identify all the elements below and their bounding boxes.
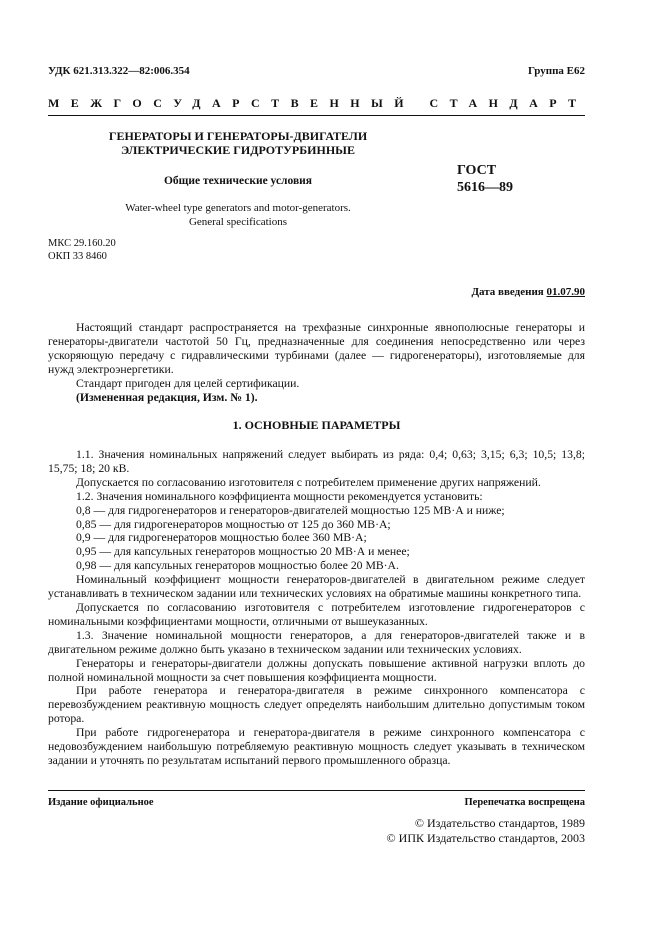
list-item: 0,85 — для гидрогенераторов мощностью от 125 до 360 МВ·А; bbox=[76, 517, 391, 531]
copyright-block bbox=[300, 816, 585, 845]
list-item: 0,95 — для капсульных генераторов мощностью 20 МВ·А и менее; bbox=[76, 545, 410, 559]
introduction bbox=[48, 321, 585, 404]
paragraph: Допускается по согласованию изготовителя с потребителем изготовление гидрогенераторов с номинальными коэффициентами мощности, отличными от вышеуказанных. bbox=[48, 600, 585, 628]
intro-date-value: 01.07.90 bbox=[546, 286, 585, 298]
group-code: Группа Е62 bbox=[527, 65, 585, 77]
paragraph: При работе гидрогенератора и генератора-двигателя в режиме синхронного компенсатора с недовозбуждением наибольшую потребляемую реактивную мощность следует указывать в техническом задании и уточнять по результатам испытаний первого промышленного образца. bbox=[48, 726, 585, 767]
copyright-line-2: © ИПК Издательство стандартов, 2003 bbox=[386, 830, 585, 845]
okp-code: ОКП 33 8460 bbox=[48, 250, 107, 262]
official-edition: Издание официальное bbox=[48, 797, 154, 808]
document-title bbox=[48, 129, 428, 157]
footer-rule bbox=[48, 790, 585, 791]
english-title-line-1: Water-wheel type generators and motor-generators. bbox=[125, 202, 351, 214]
mks-code: МКС 29.160.20 bbox=[48, 238, 116, 249]
paragraph: 1.2. Значения номинального коэффициента мощности рекомендуется установить: bbox=[76, 489, 483, 503]
paragraph: 1.1. Значения номинальных напряжений следует выбирать из ряда: 0,4; 0,63; 3,15; 6,3; 10,5; 13,8; 15,75; 18; 20 кВ. bbox=[48, 448, 585, 475]
paragraph: Номинальный коэффициент мощности генераторов-двигателей в двигательном режиме следует устанавливать в техническом задании или технических условиях на обратимые машины конкретного типа. bbox=[48, 573, 585, 601]
english-title-line-2: General specifications bbox=[188, 215, 288, 228]
section-body bbox=[48, 448, 585, 768]
gost-designation bbox=[457, 162, 513, 196]
standard-type: МЕЖГОСУДАРСТВЕННЫЙ СТАНДАРТ bbox=[48, 96, 588, 110]
intro-paragraph: Настоящий стандарт распространяется на трехфазные синхронные явнополюсные генераторы и генераторы-двигатели частотой 50 Гц, предназначенные для соединения непосредственно или через ускоряющую передачу с гидравлическими турбинами (далее — гидрогенераторы), изготовляемые для нужд электроэнергетики. bbox=[48, 321, 585, 376]
paragraph: При работе генератора и генератора-двигателя в режиме синхронного компенсатора с перевозбуждением реактивную мощность следует определять наибольшим длительно допустимым током ротора. bbox=[48, 684, 585, 726]
paragraph: 1.3. Значение номинальной мощности генераторов, а для генераторов-двигателей также и в двигательном режиме должно быть указано в техническом задании или технических условиях. bbox=[48, 628, 585, 656]
gost-label: ГОСТ bbox=[457, 163, 497, 178]
intro-date bbox=[360, 286, 585, 298]
intro-date-label: Дата введения bbox=[471, 286, 544, 298]
list-item: 0,8 — для гидрогенераторов и генераторов-двигателей мощностью 125 МВ·А и ниже; bbox=[76, 503, 505, 517]
udk-code: УДК 621.313.322—82:006.354 bbox=[48, 65, 190, 77]
title-line-2: ЭЛЕКТРИЧЕСКИЕ ГИДРОТУРБИННЫЕ bbox=[121, 143, 355, 157]
list-item: 0,98 — для капсульных генераторов мощностью более 20 МВ·А. bbox=[76, 559, 399, 573]
english-title bbox=[48, 202, 428, 229]
reprint-notice: Перепечатка воспрещена bbox=[464, 797, 585, 808]
list-item: 0,9 — для гидрогенераторов мощностью более 360 МВ·А; bbox=[76, 531, 367, 545]
header-rule bbox=[48, 115, 585, 116]
title-line-1: ГЕНЕРАТОРЫ И ГЕНЕРАТОРЫ-ДВИГАТЕЛИ bbox=[108, 129, 368, 143]
document-subtitle: Общие технические условия bbox=[163, 175, 313, 187]
section-heading: 1. ОСНОВНЫЕ ПАРАМЕТРЫ bbox=[232, 418, 401, 432]
amendment-note: (Измененная редакция, Изм. № 1). bbox=[76, 390, 258, 404]
copyright-line-1: © Издательство стандартов, 1989 bbox=[414, 816, 585, 830]
paragraph: Генераторы и генераторы-двигатели должны допускать повышение активной нагрузки вплоть до полной номинальной мощности за счет повышения коэффициента мощности. bbox=[48, 656, 585, 684]
intro-paragraph: Стандарт пригоден для целей сертификации. bbox=[76, 376, 300, 390]
gost-number: 5616—89 bbox=[457, 180, 513, 195]
paragraph: Допускается по согласованию изготовителя с потребителем применение других напряжений. bbox=[76, 475, 541, 489]
classification-codes bbox=[48, 238, 116, 263]
